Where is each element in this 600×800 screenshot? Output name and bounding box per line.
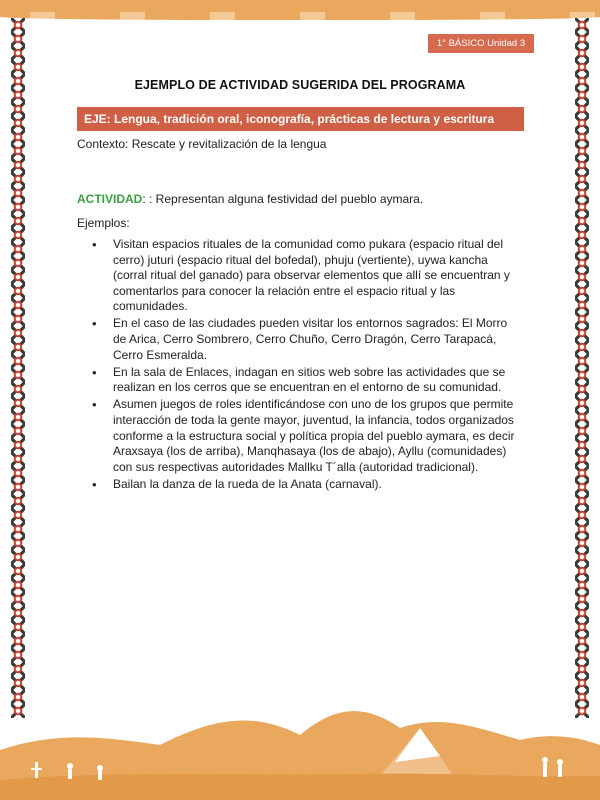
list-item: • Asumen juegos de roles identificándose con uno de los grupos que permite interacción de toda la gente mayor, juventud, la infancia, todos organizados conforme a la estructura social y política propia del pueblo aymara, es decir Araxsaya (los de arriba), Manqhasaya (los de abajo), Ayllu (comunidades) con sus respectivas autoridades Mallku T´alla (autoridad tradicional). [92, 397, 522, 475]
list-item: • En la sala de Enlaces, indagan en sitios web sobre las actividades que se realizan en los cerros que se encuentran en el entorno de su comunidad. [92, 365, 522, 396]
eje-text: EJE: Lengua, tradición oral, iconografía, prácticas de lectura y escritura [84, 112, 495, 126]
list-item: • En el caso de las ciudades pueden visitar los entornos sagrados: El Morro de Arica, Cerro Sombrero, Cerro Chuño, Cerro Dragón, Cerro Tarapacá, Cerro Esmeralda. [92, 316, 522, 363]
activity-label: ACTIVIDAD [77, 192, 143, 206]
activity-text: : : Representan alguna festividad del pueblo aymara. [142, 192, 424, 206]
list-item: • Bailan la danza de la rueda de la Anata (carnaval). [92, 477, 522, 493]
examples-label: Ejemplos: [77, 216, 130, 230]
bottom-landscape-illustration [0, 690, 600, 800]
unit-tag: 1° BÁSICO Unidad 3 [428, 34, 534, 53]
eje-banner [77, 107, 524, 131]
examples-list [92, 237, 522, 494]
left-pattern-border [11, 18, 25, 718]
right-pattern-border [575, 18, 589, 718]
context-line: Contexto: Rescate y revitalización de la lengua [77, 137, 327, 151]
foreground-ground [0, 774, 600, 800]
top-decorative-band [0, 0, 600, 14]
activity-line [77, 192, 423, 206]
page-title: EJEMPLO DE ACTIVIDAD SUGERIDA DEL PROGRAMA [134, 78, 466, 92]
list-item: • Visitan espacios rituales de la comunidad como pukara (espacio ritual del cerro) juturi (espacio ritual del bofedal), phuju (vertiente), uywa kancha (corral ritual del ganado) para observar elementos que allí se encuentran y comentarlos para conocer la relación entre el espacio ritual y las comunidades. [92, 237, 522, 315]
